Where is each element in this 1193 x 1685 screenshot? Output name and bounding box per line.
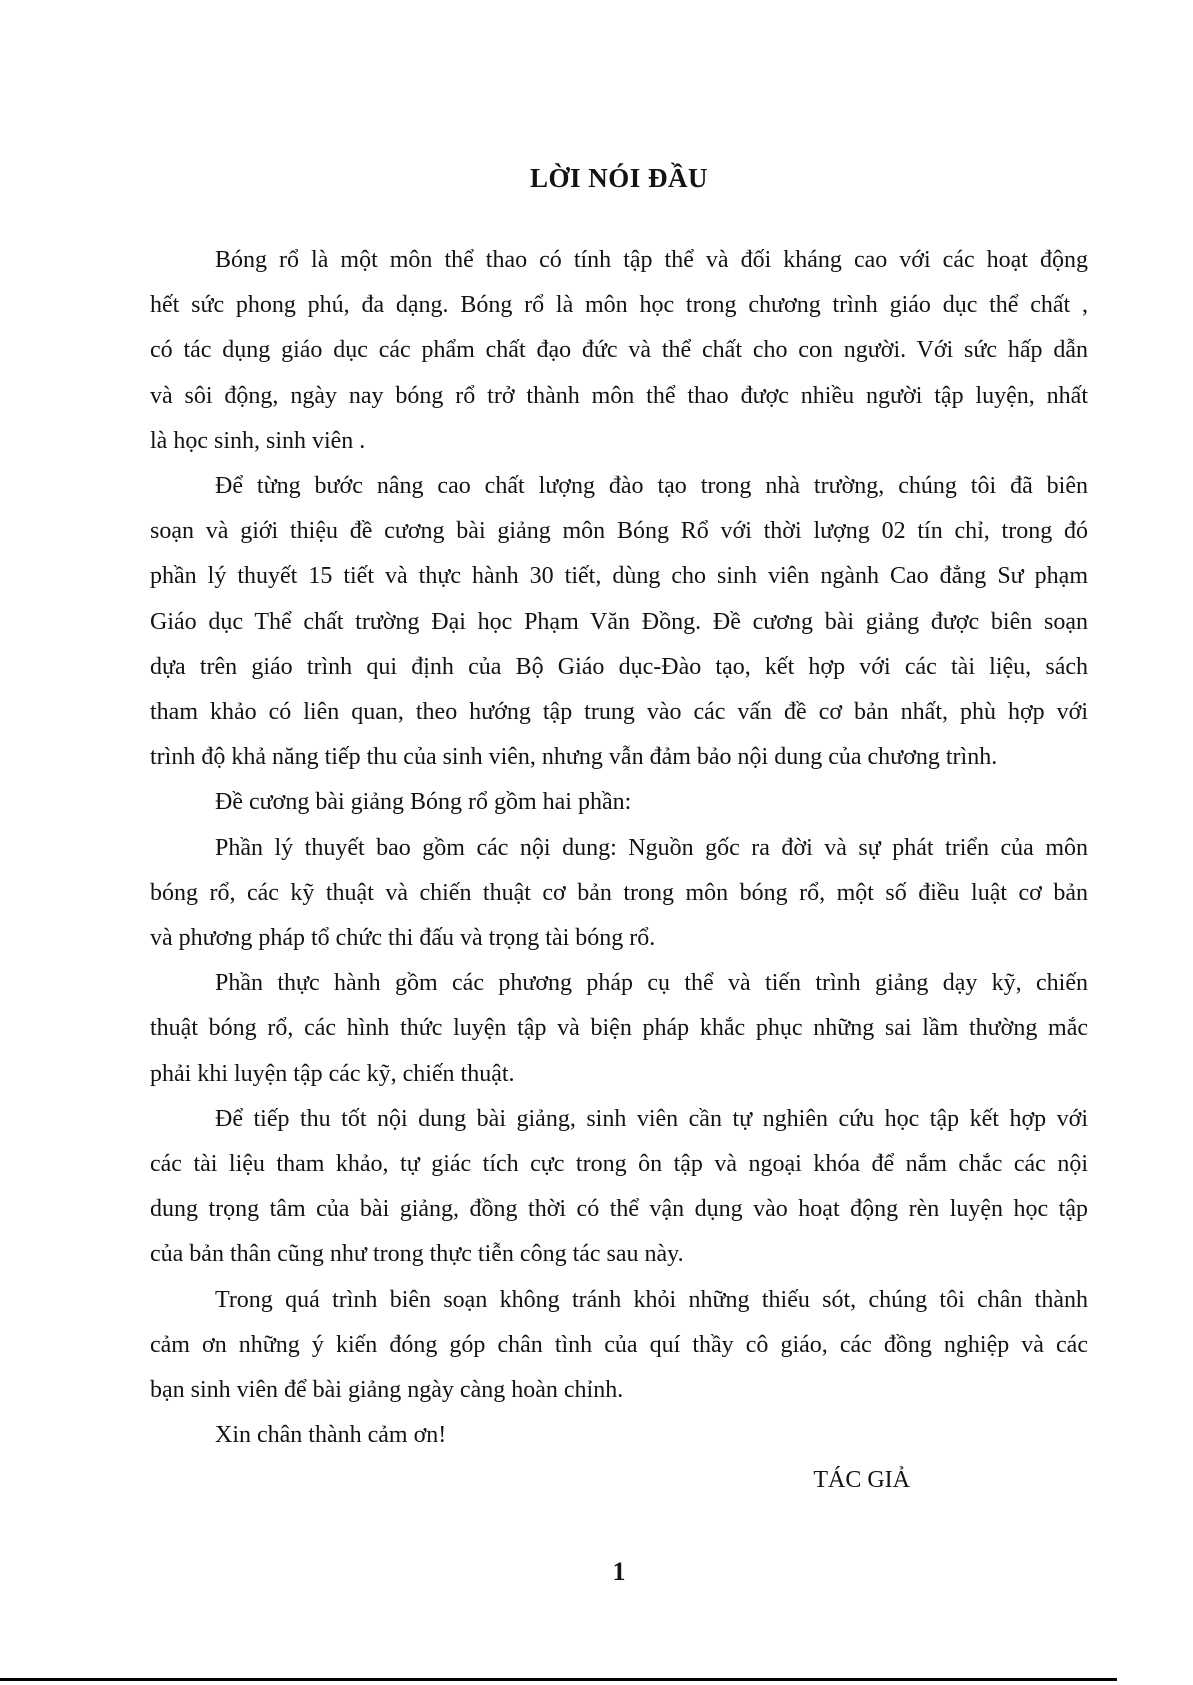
page-title: LỜI NÓI ĐẦU <box>529 163 709 193</box>
text-line: tham khảo có liên quan, theo hướng tập trung vào các vấn đề cơ bản nhất, phù hợp với <box>150 699 1088 726</box>
text-line: trình độ khả năng tiếp thu của sinh viên, nhưng vẫn đảm bảo nội dung của chương trình. <box>150 744 998 771</box>
text-line: thuật bóng rổ, các hình thức luyện tập và biện pháp khắc phục những sai lầm thường mắc <box>150 1015 1088 1042</box>
text-line: và sôi động, ngày nay bóng rổ trở thành môn thể thao được nhiều người tập luyện, nhất <box>150 382 1088 409</box>
text-line: có tác dụng giáo dục các phẩm chất đạo đức và thể chất cho con người. Với sức hấp dẫn <box>150 337 1088 364</box>
text-line: Giáo dục Thể chất trường Đại học Phạm Văn Đồng. Đề cương bài giảng được biên soạn <box>150 608 1088 635</box>
text-line: Để tiếp thu tốt nội dung bài giảng, sinh viên cần tự nghiên cứu học tập kết hợp với <box>215 1105 1088 1132</box>
paragraph-course-description <box>150 464 1088 780</box>
text-line: Xin chân thành cảm ơn! <box>215 1422 447 1449</box>
text-line: Phần thực hành gồm các phương pháp cụ thể và tiến trình giảng dạy kỹ, chiến <box>215 970 1088 997</box>
text-line: là học sinh, sinh viên . <box>150 427 366 454</box>
text-line: hết sức phong phú, đa dạng. Bóng rổ là môn học trong chương trình giáo dục thể chất , <box>150 292 1088 319</box>
paragraph-intro <box>150 238 1088 464</box>
text-line: phải khi luyện tập các kỹ, chiến thuật. <box>150 1060 515 1087</box>
paragraph-practice-part <box>150 961 1088 1097</box>
paragraph-two-parts <box>150 780 1088 825</box>
text-line: Phần lý thuyết bao gồm các nội dung: Nguồn gốc ra đời và sự phát triển của môn <box>215 834 1088 861</box>
text-line: phần lý thuyết 15 tiết và thực hành 30 tiết, dùng cho sinh viên ngành Cao đẳng Sư phạm <box>150 563 1088 590</box>
text-line: bóng rổ, các kỹ thuật và chiến thuật cơ bản trong môn bóng rổ, một số điều luật cơ bản <box>150 879 1088 906</box>
scan-artifact-bar <box>0 1678 1117 1681</box>
document-body <box>150 238 1088 1594</box>
paragraph-acknowledgement <box>150 1278 1088 1414</box>
page-number: 1 <box>612 1556 626 1586</box>
text-line: của bản thân cũng như trong thực tiễn công tác sau này. <box>150 1241 684 1268</box>
paragraph-study-advice <box>150 1097 1088 1278</box>
text-line: cảm ơn những ý kiến đóng góp chân tình của quí thầy cô giáo, các đồng nghiệp và các <box>150 1331 1088 1358</box>
text-line: các tài liệu tham khảo, tự giác tích cực trong ôn tập và ngoại khóa để nắm chắc các nội <box>150 1151 1088 1178</box>
text-line: Đề cương bài giảng Bóng rổ gồm hai phần: <box>215 789 632 816</box>
text-line: Trong quá trình biên soạn không tránh khỏi những thiếu sót, chúng tôi chân thành <box>215 1286 1088 1313</box>
text-line: dựa trên giáo trình qui định của Bộ Giáo dục-Đào tạo, kết hợp với các tài liệu, sách <box>150 653 1088 680</box>
text-line: dung trọng tâm của bài giảng, đồng thời có thể vận dụng vào hoạt động rèn luyện học tập <box>150 1196 1088 1223</box>
text-line: và phương pháp tổ chức thi đấu và trọng tài bóng rổ. <box>150 925 656 952</box>
text-line: Bóng rổ là một môn thể thao có tính tập thể và đối kháng cao với các hoạt động <box>215 247 1088 273</box>
paragraph-theory-part <box>150 826 1088 962</box>
text-line: Để từng bước nâng cao chất lượng đào tạo trong nhà trường, chúng tôi đã biên <box>215 473 1088 500</box>
paragraph-thanks <box>150 1413 1088 1458</box>
text-line: bạn sinh viên để bài giảng ngày càng hoàn chỉnh. <box>150 1377 624 1404</box>
text-line: soạn và giới thiệu đề cương bài giảng môn Bóng Rổ với thời lượng 02 tín chỉ, trong đó <box>150 518 1088 545</box>
document-content <box>150 0 1088 1594</box>
signature: TÁC GIẢ <box>813 1467 910 1494</box>
